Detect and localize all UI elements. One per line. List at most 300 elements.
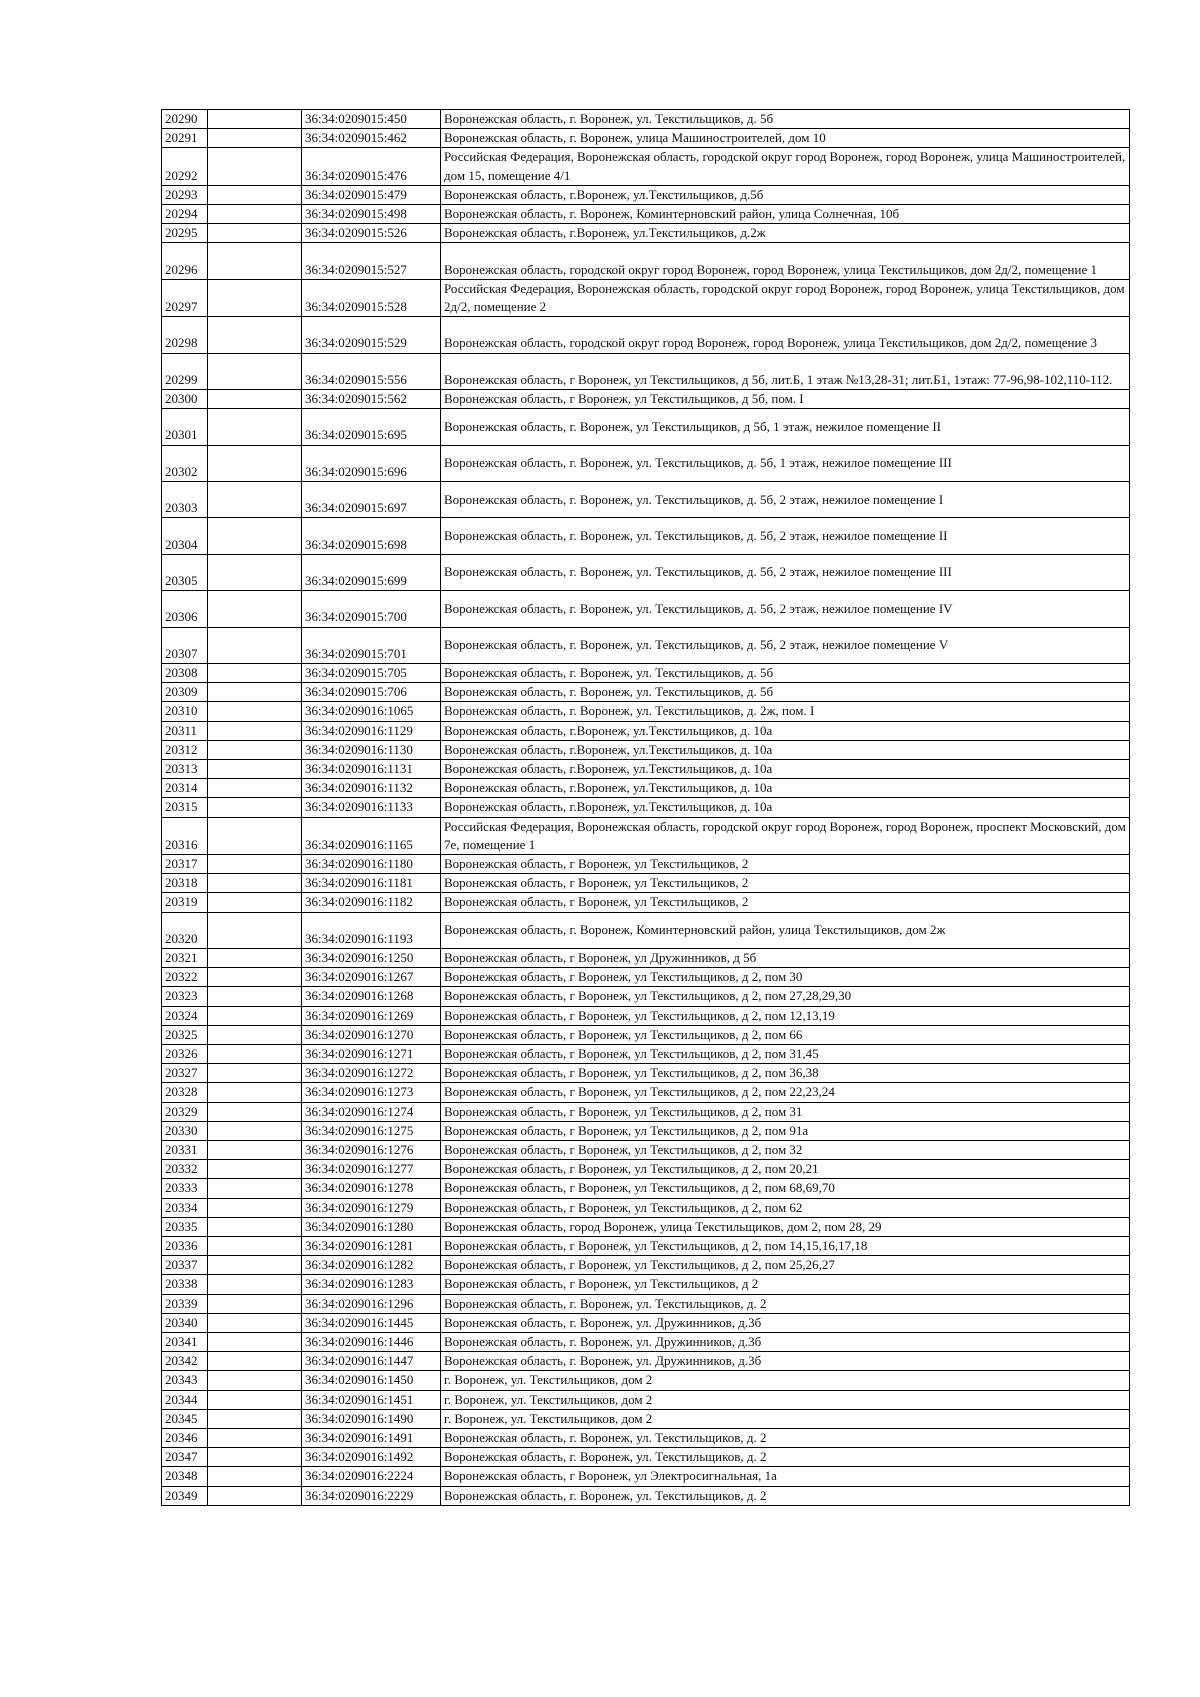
empty-cell: [208, 1313, 302, 1332]
address-cell: Воронежская область, г.Воронеж, ул.Текстильщиков, д. 10а: [441, 779, 1130, 798]
cadastral-number-cell: 36:34:0209016:1182: [302, 893, 441, 912]
table-row: [162, 243, 1130, 279]
empty-cell: [208, 591, 302, 627]
row-number-cell: 20338: [162, 1275, 208, 1294]
address-cell: Воронежская область, г. Воронеж, ул. Текстильщиков, д. 5б, 2 этаж, нежилое помещение IV: [441, 591, 1130, 627]
table-row: [162, 874, 1130, 893]
row-number-cell: 20299: [162, 353, 208, 389]
cadastral-number-cell: 36:34:0209016:1279: [302, 1198, 441, 1217]
table-row: [162, 1256, 1130, 1275]
address-cell: Российская Федерация, Воронежская область, городской округ город Воронеж, город Воронеж, улица Текстильщиков, дом 2д/2, помещение 2: [441, 279, 1130, 316]
table-row: [162, 279, 1130, 316]
cadastral-number-cell: 36:34:0209016:1451: [302, 1390, 441, 1409]
row-number-cell: 20318: [162, 874, 208, 893]
cadastral-number-cell: 36:34:0209015:698: [302, 518, 441, 554]
empty-cell: [208, 317, 302, 353]
row-number-cell: 20334: [162, 1198, 208, 1217]
table-row: [162, 110, 1130, 129]
empty-cell: [208, 968, 302, 987]
row-number-cell: 20322: [162, 968, 208, 987]
row-number-cell: 20303: [162, 481, 208, 517]
row-number-cell: 20319: [162, 893, 208, 912]
table-row: [162, 185, 1130, 204]
empty-cell: [208, 445, 302, 481]
address-cell: Воронежская область, город Воронеж, улица Текстильщиков, дом 2, пом 28, 29: [441, 1217, 1130, 1236]
table-row: [162, 1102, 1130, 1121]
address-cell: Воронежская область, г. Воронеж, ул. Дружинников, д.3б: [441, 1313, 1130, 1332]
address-cell: Воронежская область, г Воронеж, ул Текстильщиков, 2: [441, 874, 1130, 893]
address-cell: г. Воронеж, ул. Текстильщиков, дом 2: [441, 1409, 1130, 1428]
empty-cell: [208, 481, 302, 517]
address-cell: Воронежская область, г. Воронеж, ул. Текстильщиков, д. 2: [441, 1294, 1130, 1313]
row-number-cell: 20306: [162, 591, 208, 627]
address-cell: Воронежская область, г. Воронеж, ул. Текстильщиков, д. 2: [441, 1429, 1130, 1448]
address-cell: Воронежская область, г.Воронеж, ул.Текстильщиков, д. 10а: [441, 798, 1130, 817]
table-row: [162, 779, 1130, 798]
address-cell: Воронежская область, г. Воронеж, ул. Текстильщиков, д. 2: [441, 1486, 1130, 1505]
address-cell: Воронежская область, г.Воронеж, ул.Текстильщиков, д. 10а: [441, 740, 1130, 759]
address-cell: Воронежская область, г Воронеж, ул Текстильщиков, д 2, пом 62: [441, 1198, 1130, 1217]
empty-cell: [208, 1371, 302, 1390]
address-cell: Воронежская область, г Воронеж, ул Текстильщиков, д 5б, лит.Б, 1 этаж №13,28-31; лит.Б1, 1этаж: 77-96,98-102,110-112.: [441, 353, 1130, 389]
cadastral-number-cell: 36:34:0209016:1130: [302, 740, 441, 759]
row-number-cell: 20327: [162, 1064, 208, 1083]
row-number-cell: 20346: [162, 1429, 208, 1448]
table-row: [162, 1160, 1130, 1179]
table-row: [162, 1275, 1130, 1294]
row-number-cell: 20301: [162, 409, 208, 445]
empty-cell: [208, 702, 302, 721]
row-number-cell: 20308: [162, 663, 208, 682]
row-number-cell: 20297: [162, 279, 208, 316]
cadastral-number-cell: 36:34:0209016:1132: [302, 779, 441, 798]
cadastral-number-cell: 36:34:0209015:529: [302, 317, 441, 353]
row-number-cell: 20298: [162, 317, 208, 353]
table-row: [162, 353, 1130, 389]
row-number-cell: 20300: [162, 390, 208, 409]
table-row: [162, 740, 1130, 759]
cadastral-number-cell: 36:34:0209016:2224: [302, 1467, 441, 1486]
empty-cell: [208, 205, 302, 224]
row-number-cell: 20313: [162, 759, 208, 778]
cadastral-number-cell: 36:34:0209015:705: [302, 663, 441, 682]
table-row: [162, 554, 1130, 590]
cadastral-number-cell: 36:34:0209016:1268: [302, 987, 441, 1006]
table-row: [162, 390, 1130, 409]
empty-cell: [208, 854, 302, 873]
cadastral-number-cell: 36:34:0209016:1273: [302, 1083, 441, 1102]
address-cell: Воронежская область, г Воронеж, ул Текстильщиков, д 2, пом 30: [441, 968, 1130, 987]
address-cell: Воронежская область, г Воронеж, ул Текстильщиков, 2: [441, 893, 1130, 912]
address-cell: Воронежская область, г Воронеж, ул Текстильщиков, д 2, пом 66: [441, 1025, 1130, 1044]
row-number-cell: 20344: [162, 1390, 208, 1409]
table-row: [162, 663, 1130, 682]
row-number-cell: 20315: [162, 798, 208, 817]
cadastral-number-cell: 36:34:0209016:1445: [302, 1313, 441, 1332]
table-row: [162, 817, 1130, 854]
address-cell: Воронежская область, г Воронеж, ул Текстильщиков, д 5б, пом. I: [441, 390, 1130, 409]
address-cell: Воронежская область, г. Воронеж, ул. Текстильщиков, д. 5б, 2 этаж, нежилое помещение II: [441, 518, 1130, 554]
row-number-cell: 20295: [162, 224, 208, 243]
empty-cell: [208, 817, 302, 854]
cadastral-number-cell: 36:34:0209016:1131: [302, 759, 441, 778]
address-cell: Воронежская область, г Воронеж, ул Текстильщиков, д 2, пом 20,21: [441, 1160, 1130, 1179]
address-cell: Воронежская область, г Воронеж, ул Текстильщиков, д 2, пом 27,28,29,30: [441, 987, 1130, 1006]
cadastral-number-cell: 36:34:0209016:1280: [302, 1217, 441, 1236]
registry-table-body: [162, 110, 1130, 1506]
table-row: [162, 987, 1130, 1006]
cadastral-number-cell: 36:34:0209016:1165: [302, 817, 441, 854]
empty-cell: [208, 1044, 302, 1063]
cadastral-number-cell: 36:34:0209015:696: [302, 445, 441, 481]
empty-cell: [208, 1064, 302, 1083]
cadastral-number-cell: 36:34:0209015:479: [302, 185, 441, 204]
cadastral-number-cell: 36:34:0209016:1282: [302, 1256, 441, 1275]
address-cell: Воронежская область, городской округ город Воронеж, город Воронеж, улица Текстильщиков, дом 2д/2, помещение 3: [441, 317, 1130, 353]
table-row: [162, 409, 1130, 445]
empty-cell: [208, 1102, 302, 1121]
row-number-cell: 20336: [162, 1237, 208, 1256]
address-cell: Воронежская область, г. Воронеж, ул. Текстильщиков, д. 5б, 2 этаж, нежилое помещение III: [441, 554, 1130, 590]
row-number-cell: 20328: [162, 1083, 208, 1102]
cadastral-number-cell: 36:34:0209015:528: [302, 279, 441, 316]
cadastral-number-cell: 36:34:0209016:2229: [302, 1486, 441, 1505]
table-row: [162, 1064, 1130, 1083]
empty-cell: [208, 129, 302, 148]
address-cell: Воронежская область, г. Воронеж, ул. Текстильщиков, д. 5б: [441, 683, 1130, 702]
address-cell: Воронежская область, г Воронеж, ул Текстильщиков, 2: [441, 854, 1130, 873]
empty-cell: [208, 683, 302, 702]
empty-cell: [208, 1025, 302, 1044]
row-number-cell: 20302: [162, 445, 208, 481]
row-number-cell: 20293: [162, 185, 208, 204]
address-cell: г. Воронеж, ул. Текстильщиков, дом 2: [441, 1371, 1130, 1390]
empty-cell: [208, 518, 302, 554]
empty-cell: [208, 1429, 302, 1448]
table-row: [162, 1486, 1130, 1505]
table-row: [162, 205, 1130, 224]
table-row: [162, 1294, 1130, 1313]
empty-cell: [208, 1448, 302, 1467]
address-cell: Воронежская область, г. Воронеж, ул. Текстильщиков, д. 5б: [441, 110, 1130, 129]
address-cell: Воронежская область, г Воронеж, ул Электросигнальная, 1а: [441, 1467, 1130, 1486]
address-cell: Воронежская область, г Воронеж, ул Дружинников, д 5б: [441, 948, 1130, 967]
cadastral-number-cell: 36:34:0209016:1281: [302, 1237, 441, 1256]
table-row: [162, 1217, 1130, 1236]
empty-cell: [208, 1294, 302, 1313]
cadastral-number-cell: 36:34:0209016:1274: [302, 1102, 441, 1121]
cadastral-number-cell: 36:34:0209015:706: [302, 683, 441, 702]
table-row: [162, 1044, 1130, 1063]
cadastral-number-cell: 36:34:0209016:1133: [302, 798, 441, 817]
empty-cell: [208, 353, 302, 389]
cadastral-number-cell: 36:34:0209016:1193: [302, 912, 441, 948]
row-number-cell: 20337: [162, 1256, 208, 1275]
empty-cell: [208, 779, 302, 798]
address-cell: Воронежская область, г. Воронеж, ул Текстильщиков, д 5б, 1 этаж, нежилое помещение II: [441, 409, 1130, 445]
table-row: [162, 224, 1130, 243]
cadastral-number-cell: 36:34:0209016:1446: [302, 1333, 441, 1352]
cadastral-number-cell: 36:34:0209016:1296: [302, 1294, 441, 1313]
empty-cell: [208, 759, 302, 778]
cadastral-number-cell: 36:34:0209015:701: [302, 627, 441, 663]
table-row: [162, 148, 1130, 185]
empty-cell: [208, 948, 302, 967]
empty-cell: [208, 1467, 302, 1486]
empty-cell: [208, 390, 302, 409]
row-number-cell: 20329: [162, 1102, 208, 1121]
table-row: [162, 854, 1130, 873]
address-cell: Российская Федерация, Воронежская область, городской округ город Воронеж, город Воронеж, проспект Московский, дом 7е, помещение 1: [441, 817, 1130, 854]
row-number-cell: 20349: [162, 1486, 208, 1505]
address-cell: Воронежская область, г Воронеж, ул Текстильщиков, д 2, пом 12,13,19: [441, 1006, 1130, 1025]
empty-cell: [208, 1390, 302, 1409]
cadastral-number-cell: 36:34:0209015:462: [302, 129, 441, 148]
cadastral-number-cell: 36:34:0209016:1492: [302, 1448, 441, 1467]
address-cell: Воронежская область, г. Воронеж, ул. Дружинников, д.3б: [441, 1333, 1130, 1352]
address-cell: Воронежская область, г. Воронеж, ул. Текстильщиков, д. 5б, 2 этаж, нежилое помещение V: [441, 627, 1130, 663]
cadastral-number-cell: 36:34:0209016:1277: [302, 1160, 441, 1179]
table-row: [162, 1409, 1130, 1428]
empty-cell: [208, 798, 302, 817]
cadastral-number-cell: 36:34:0209015:476: [302, 148, 441, 185]
table-row: [162, 1371, 1130, 1390]
row-number-cell: 20292: [162, 148, 208, 185]
address-cell: Воронежская область, г. Воронеж, ул. Дружинников, д.3б: [441, 1352, 1130, 1371]
cadastral-number-cell: 36:34:0209016:1181: [302, 874, 441, 893]
table-row: [162, 1313, 1130, 1332]
table-row: [162, 948, 1130, 967]
cadastral-number-cell: 36:34:0209016:1180: [302, 854, 441, 873]
table-row: [162, 702, 1130, 721]
empty-cell: [208, 279, 302, 316]
row-number-cell: 20312: [162, 740, 208, 759]
address-cell: Воронежская область, г. Воронеж, ул. Текстильщиков, д. 5б, 1 этаж, нежилое помещение III: [441, 445, 1130, 481]
row-number-cell: 20332: [162, 1160, 208, 1179]
empty-cell: [208, 1275, 302, 1294]
address-cell: Воронежская область, г Воронеж, ул Текстильщиков, д 2, пом 32: [441, 1141, 1130, 1160]
address-cell: Воронежская область, г Воронеж, ул Текстильщиков, д 2, пом 91а: [441, 1121, 1130, 1140]
empty-cell: [208, 1486, 302, 1505]
address-cell: Воронежская область, г Воронеж, ул Текстильщиков, д 2, пом 68,69,70: [441, 1179, 1130, 1198]
row-number-cell: 20342: [162, 1352, 208, 1371]
row-number-cell: 20290: [162, 110, 208, 129]
row-number-cell: 20314: [162, 779, 208, 798]
address-cell: Воронежская область, г. Воронеж, Коминтерновский район, улица Солнечная, 10б: [441, 205, 1130, 224]
row-number-cell: 20333: [162, 1179, 208, 1198]
empty-cell: [208, 1083, 302, 1102]
empty-cell: [208, 243, 302, 279]
table-row: [162, 1141, 1130, 1160]
cadastral-number-cell: 36:34:0209016:1490: [302, 1409, 441, 1428]
row-number-cell: 20294: [162, 205, 208, 224]
table-row: [162, 1198, 1130, 1217]
address-cell: Воронежская область, г Воронеж, ул Текстильщиков, д 2, пом 31: [441, 1102, 1130, 1121]
table-row: [162, 591, 1130, 627]
cadastral-number-cell: 36:34:0209015:700: [302, 591, 441, 627]
cadastral-number-cell: 36:34:0209016:1065: [302, 702, 441, 721]
table-row: [162, 1237, 1130, 1256]
cadastral-number-cell: 36:34:0209016:1491: [302, 1429, 441, 1448]
table-row: [162, 968, 1130, 987]
table-row: [162, 893, 1130, 912]
address-cell: Воронежская область, г. Воронеж, ул. Текстильщиков, д. 2: [441, 1448, 1130, 1467]
empty-cell: [208, 663, 302, 682]
cadastral-number-cell: 36:34:0209016:1283: [302, 1275, 441, 1294]
table-row: [162, 1429, 1130, 1448]
empty-cell: [208, 1141, 302, 1160]
empty-cell: [208, 554, 302, 590]
cadastral-number-cell: 36:34:0209015:556: [302, 353, 441, 389]
cadastral-number-cell: 36:34:0209015:697: [302, 481, 441, 517]
row-number-cell: 20317: [162, 854, 208, 873]
empty-cell: [208, 1333, 302, 1352]
table-row: [162, 798, 1130, 817]
row-number-cell: 20296: [162, 243, 208, 279]
cadastral-number-cell: 36:34:0209016:1270: [302, 1025, 441, 1044]
address-cell: Воронежская область, г Воронеж, ул Текстильщиков, д 2, пом 14,15,16,17,18: [441, 1237, 1130, 1256]
row-number-cell: 20341: [162, 1333, 208, 1352]
address-cell: Воронежская область, г. Воронеж, ул. Текстильщиков, д. 2ж, пом. I: [441, 702, 1130, 721]
row-number-cell: 20321: [162, 948, 208, 967]
row-number-cell: 20339: [162, 1294, 208, 1313]
address-cell: Воронежская область, г Воронеж, ул Текстильщиков, д 2, пом 25,26,27: [441, 1256, 1130, 1275]
table-row: [162, 1121, 1130, 1140]
row-number-cell: 20324: [162, 1006, 208, 1025]
address-cell: г. Воронеж, ул. Текстильщиков, дом 2: [441, 1390, 1130, 1409]
row-number-cell: 20335: [162, 1217, 208, 1236]
row-number-cell: 20347: [162, 1448, 208, 1467]
address-cell: Воронежская область, г Воронеж, ул Текстильщиков, д 2, пом 36,38: [441, 1064, 1130, 1083]
row-number-cell: 20320: [162, 912, 208, 948]
table-row: [162, 317, 1130, 353]
address-cell: Воронежская область, г Воронеж, ул Текстильщиков, д 2, пом 31,45: [441, 1044, 1130, 1063]
cadastral-number-cell: 36:34:0209016:1267: [302, 968, 441, 987]
table-row: [162, 445, 1130, 481]
table-row: [162, 1333, 1130, 1352]
address-cell: Воронежская область, г.Воронеж, ул.Текстильщиков, д. 10а: [441, 721, 1130, 740]
empty-cell: [208, 1256, 302, 1275]
empty-cell: [208, 1006, 302, 1025]
cadastral-number-cell: 36:34:0209016:1269: [302, 1006, 441, 1025]
cadastral-number-cell: 36:34:0209016:1250: [302, 948, 441, 967]
empty-cell: [208, 1121, 302, 1140]
row-number-cell: 20330: [162, 1121, 208, 1140]
cadastral-number-cell: 36:34:0209015:527: [302, 243, 441, 279]
address-cell: Воронежская область, городской округ город Воронеж, город Воронеж, улица Текстильщиков, дом 2д/2, помещение 1: [441, 243, 1130, 279]
row-number-cell: 20331: [162, 1141, 208, 1160]
row-number-cell: 20326: [162, 1044, 208, 1063]
empty-cell: [208, 110, 302, 129]
cadastral-number-cell: 36:34:0209015:498: [302, 205, 441, 224]
empty-cell: [208, 874, 302, 893]
cadastral-number-cell: 36:34:0209015:562: [302, 390, 441, 409]
empty-cell: [208, 740, 302, 759]
row-number-cell: 20307: [162, 627, 208, 663]
address-cell: Воронежская область, г Воронеж, ул Текстильщиков, д 2: [441, 1275, 1130, 1294]
row-number-cell: 20309: [162, 683, 208, 702]
address-cell: Воронежская область, г.Воронеж, ул.Текстильщиков, д.2ж: [441, 224, 1130, 243]
cadastral-number-cell: 36:34:0209015:699: [302, 554, 441, 590]
table-row: [162, 1179, 1130, 1198]
row-number-cell: 20310: [162, 702, 208, 721]
table-row: [162, 129, 1130, 148]
table-row: [162, 683, 1130, 702]
address-cell: Российская Федерация, Воронежская область, городской округ город Воронеж, город Воронеж, улица Машиностроителей, дом 15, помещение 4/1: [441, 148, 1130, 185]
empty-cell: [208, 627, 302, 663]
cadastral-number-cell: 36:34:0209016:1272: [302, 1064, 441, 1083]
cadastral-number-cell: 36:34:0209015:526: [302, 224, 441, 243]
row-number-cell: 20340: [162, 1313, 208, 1332]
empty-cell: [208, 148, 302, 185]
empty-cell: [208, 1217, 302, 1236]
empty-cell: [208, 1352, 302, 1371]
empty-cell: [208, 987, 302, 1006]
empty-cell: [208, 912, 302, 948]
row-number-cell: 20305: [162, 554, 208, 590]
empty-cell: [208, 1198, 302, 1217]
row-number-cell: 20316: [162, 817, 208, 854]
cadastral-number-cell: 36:34:0209016:1447: [302, 1352, 441, 1371]
empty-cell: [208, 185, 302, 204]
cadastral-number-cell: 36:34:0209016:1271: [302, 1044, 441, 1063]
row-number-cell: 20304: [162, 518, 208, 554]
address-cell: Воронежская область, г. Воронеж, Коминтерновский район, улица Текстильщиков, дом 2ж: [441, 912, 1130, 948]
row-number-cell: 20343: [162, 1371, 208, 1390]
cadastral-number-cell: 36:34:0209016:1275: [302, 1121, 441, 1140]
cadastral-number-cell: 36:34:0209016:1278: [302, 1179, 441, 1198]
address-cell: Воронежская область, г. Воронеж, ул. Текстильщиков, д. 5б: [441, 663, 1130, 682]
table-row: [162, 627, 1130, 663]
empty-cell: [208, 1409, 302, 1428]
empty-cell: [208, 224, 302, 243]
address-cell: Воронежская область, г.Воронеж, ул.Текстильщиков, д.5б: [441, 185, 1130, 204]
address-cell: Воронежская область, г Воронеж, ул Текстильщиков, д 2, пом 22,23,24: [441, 1083, 1130, 1102]
table-row: [162, 1006, 1130, 1025]
table-row: [162, 912, 1130, 948]
empty-cell: [208, 893, 302, 912]
cadastral-number-cell: 36:34:0209015:450: [302, 110, 441, 129]
table-row: [162, 1390, 1130, 1409]
empty-cell: [208, 409, 302, 445]
cadastral-number-cell: 36:34:0209016:1450: [302, 1371, 441, 1390]
table-row: [162, 1083, 1130, 1102]
table-row: [162, 518, 1130, 554]
row-number-cell: 20348: [162, 1467, 208, 1486]
table-row: [162, 481, 1130, 517]
table-row: [162, 1025, 1130, 1044]
table-row: [162, 1352, 1130, 1371]
cadastral-number-cell: 36:34:0209016:1129: [302, 721, 441, 740]
table-row: [162, 1467, 1130, 1486]
empty-cell: [208, 721, 302, 740]
cadastral-number-cell: 36:34:0209015:695: [302, 409, 441, 445]
table-row: [162, 721, 1130, 740]
table-row: [162, 1448, 1130, 1467]
address-cell: Воронежская область, г. Воронеж, улица Машиностроителей, дом 10: [441, 129, 1130, 148]
empty-cell: [208, 1179, 302, 1198]
row-number-cell: 20323: [162, 987, 208, 1006]
row-number-cell: 20325: [162, 1025, 208, 1044]
table-row: [162, 759, 1130, 778]
row-number-cell: 20291: [162, 129, 208, 148]
row-number-cell: 20345: [162, 1409, 208, 1428]
address-cell: Воронежская область, г. Воронеж, ул. Текстильщиков, д. 5б, 2 этаж, нежилое помещение I: [441, 481, 1130, 517]
cadastral-number-cell: 36:34:0209016:1276: [302, 1141, 441, 1160]
empty-cell: [208, 1160, 302, 1179]
empty-cell: [208, 1237, 302, 1256]
cadastral-registry-table: [161, 109, 1130, 1506]
